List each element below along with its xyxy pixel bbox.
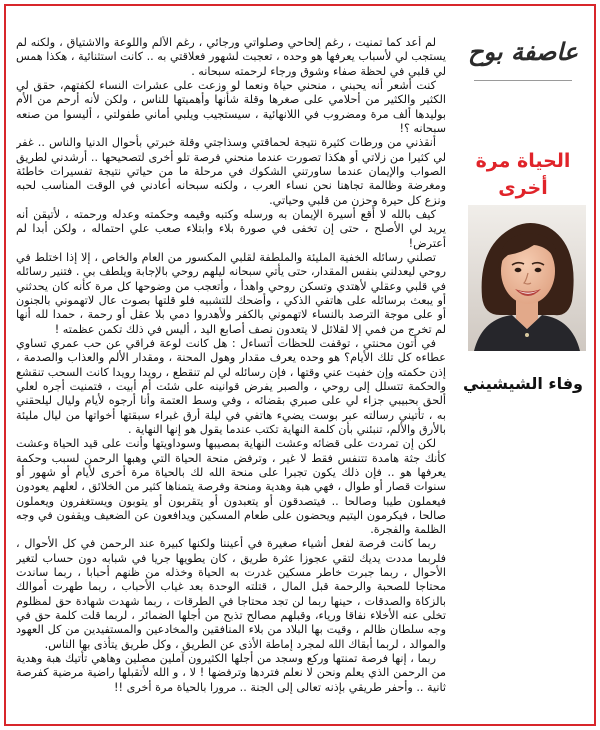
author-portrait-icon — [468, 205, 586, 351]
article-paragraph: في أتون محنتي ، توقفت للحظات أتساءل : هل كانت لوعة فراقي عن حب عمري تساوي عطاءه كل تلك الأيام؟ هو وحده يعرف مقدار وهول المحنة ، ومقدار الألم والعذاب والصدمة ، إذن حكمته وإن خفيت عني وقتها ، فإن رسائله لي لم تنقطع ، رويدا رويدا كانت السحب تنقشع والحكمة تتسلل إلى روحي ، والصبر يفرض قوانينه على شئت أم أبيت ، فتمنيت أجره لعلي ألحق بحبيبي جزاء لي على صبري بقضائه ، وفي وسط العتمة وأنا أرجوه لأيام وليال ليلحقني به ، تأتيني رسالته عبر بوست يضيء هاتفي في ليلة أرق غبراء سبقتها أخواتها من ليال مليئة بالأرق والألم، تنبئني بأن كلمة النهاية تكتب عندما يقول هو إنها النهاية . — [16, 336, 446, 436]
article-paragraph: ربما ، إنها فرصة تمنتها وركع وسجد من أجلها الكثيرون آملين مصلين وهاهي تأتيك هبة وهدية من الرحمن الذي يعلم ونحن لا نعلم فتردها وترفضها ! لا ، و الله لأتقبلها راضية مرضية كفرصة ثانية .. وأحفر طريقي بإذنه تعالى إلى الجنة .. مرورا بالحياة مرة أخرى !! — [16, 652, 446, 694]
column-name: عاصفة بوح — [468, 38, 578, 66]
article-title-line: أخرى — [498, 176, 548, 199]
article-paragraph: ربما كانت فرصة لفعل أشياء صغيرة في أعيننا ولكنها كبيرة عند الرحمن في كل الأحوال ، فلربما مددت يديك لتقي عجوزا عثرة طريق ، كان يطويها جريا في شبابه دون حساب لتغير الأحوال ، ربما جبرت خاطر مسكين غدرت به الحياة وخذله من ظنهم أحبابا ، ربما ساندت محتاجا للصحبة والرحمة قبل المال ، قتلته الوحدة بعد غياب الأحباب ، ربما طهرت أموالك بالزكاة والصدقات ، حينها ربما لن تجد محتاجا في الطرقات ، ربما شهدت شهادة حق لمظلوم تخلى عنه الأخلاء نفاقا ورياء، وقبلهم مصالح تذبح من أجلها الضمائر ، لربما قلت كلمة حق في وجه سلطان ظالم ، وقيت بها البلاد من بلاء المنافقين والمخادعين والمستفيدين من كل العهود والموالد ، لربما أبقاك الله لمجرد إماطة الأذى عن الطريق ، وكل طريق يتأذى بها الناس. — [16, 537, 446, 651]
side-column — [454, 8, 592, 724]
article-paragraph: أنقذني من ورطات كثيرة نتيجة لحماقتي وسذاجتي وقلة خبرتي بأحوال الدنيا والناس .. غفر لي كثيرا من زلاتي أو هكذا تصورت عندما منحني فرصة تلو أخرى لتصحيحها .. أرشدني لطريق الصواب والإيمان عندما ساورتني الشكوك في مرحلة ما من حياتي نتيجة تفسيرات خاطئة ومغرضة وظالمة تجاهنا نحن نساء العرب ، ولكنه سبحانه أعادني في الوقت المناسب لحبه ونزع كل حيرة وحزن من قلبي وحياتي. — [16, 136, 446, 207]
author-name: وفاء الشيشيني — [462, 374, 583, 393]
article-paragraph: كنت أشعر أنه يحبني ، منحني حياة ونعما لو وزعت على عشرات النساء لكفتهم، حقق لي الكثير والكثير من أحلامي على صغرها وقلة شأنها وأهميتها للناس ، ولكن لأنه أرحم من الأم بوليدها ألف مرة ومضروب في اللانهائية ، سيستجيب ويلبي أماني طفولتي ، أليسوا من صنعه سبحانه ؟! — [16, 78, 446, 135]
article-paragraph: كيف بالله لا أقع أسيرة الإيمان به ورسله وكتبه وقيمه وحكمته وعدله ورحمته ، لأتيقن أنه يريد لي الأصلح ، حتى إن تخفى في صورة بلاء وابتلاء صعب علي احتماله ، ولكن أبدا لم أعترض! — [16, 207, 446, 250]
article-paragraph: لم أعد كما تمنيت ، رغم إلحاحي وصلواتي ورجائي ، رغم الألم واللوعة والاشتياق ، ولكنه لم يستجب لي لأسباب يعرفها هو وحده ، تعجبت لشهور فعلاقتي به .. كانت استثنائية ، هكذا همس لي قلبي في لحظة صفاء وشوق ورجاء لرحمته سبحانه . — [16, 36, 446, 78]
column-name-rule — [474, 80, 572, 81]
article-title — [454, 148, 592, 201]
article-paragraph: لكن إن تمردت على قضائه وعشت النهاية بمصيبها وسوداويتها وأنت على قيد الحياة وعشت كأنك جثة هامدة تتنفس فقط لا غير ، وترفض منحة الحياة التي وهبها الرحمن لسبب وحكمة يعرفها هو .. فإن ذلك يكون تجبرا على منحة الله لك بالحياة مرة أخرى لأيام أو شهور أو سنوات قصار أو طوال ، فهي هبة وهدية ومنحة وفرصة يتمناها كثير من الخلائق ، لعلهم يعودون فيعملون طيبا وصالحا .. فيتصدقون أو يتعبدون أو يتقربون أو يتوبون ويستغفرون ويعملون صالحا ، فيكرمون اليتيم ويحضون على طعام المسكين ويدافعون عن الضعيف ويقفون في وجه الظلمة والفجرة. — [16, 437, 446, 537]
article-body — [16, 36, 446, 720]
article-title-line: الحياة مرة — [475, 150, 571, 172]
article-paragraph: تصلني رسائله الخفية المليئة والملطفة لقلبي المكسور من العام والخاص ، إلا إذا اختلط في روحي ليعدلني بنفس المقدار، حتى يأتي سبحانه ليلهم روحي بالإجابة ويلطف بي . فتنير رسائله في قلبي وعقلي لأهتدي وتسكن روحي واهدأ ، وأتعجب من وضوحها كل مرة كأنه كان يحدثني أو يبعث برسائله على هاتفي الذكي ، وأضحك للتشبيه فلو قلتها بصوت عال لاتهموني بالجنون أو على موجة الترصد بالنساء لاتهموني بالكفر ولأهدروا دمي بلا عقل أو رحمة ، حمدا لله أنها لم تخرج من فمي إلا لقلائل لا يتعدون نصف أصابع اليد ، أليس في ذلك تكمن عظمته ! — [16, 250, 446, 336]
author-photo — [468, 205, 586, 351]
